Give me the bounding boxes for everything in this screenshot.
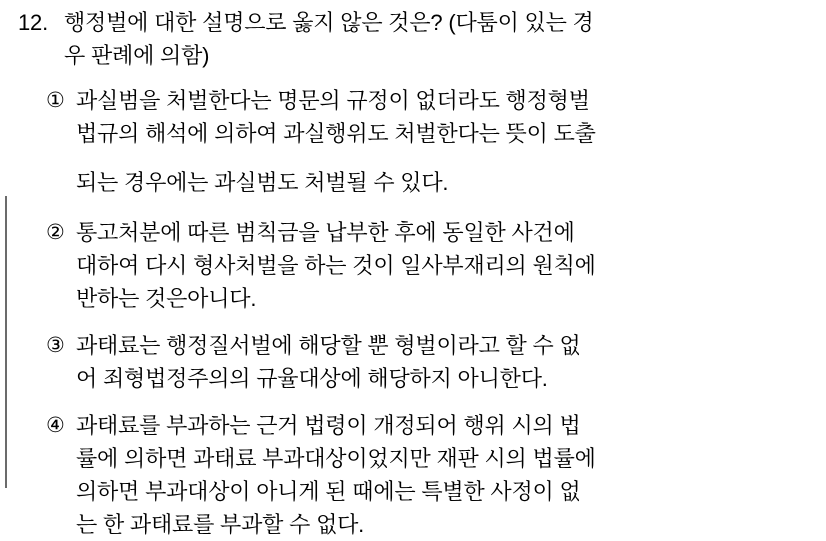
question-block (18, 6, 808, 541)
choice-1-line-3: 되는 경우에는 과실범도 처벌될 수 있다. (76, 170, 449, 195)
choice-text-2 (76, 216, 808, 315)
choice-text-4 (76, 409, 808, 541)
choice-option-1[interactable] (46, 84, 808, 199)
choice-list (46, 84, 808, 541)
choice-3-line-1: 과태료는 행정질서벌에 해당할 뿐 형벌이라고 할 수 없 (76, 333, 581, 358)
choice-text-1 (76, 84, 808, 199)
choice-option-4[interactable] (46, 409, 808, 541)
choice-2-line-1: 통고처분에 따른 범칙금을 납부한 후에 동일한 사건에 (76, 220, 575, 245)
choice-marker-4: ④ (46, 414, 65, 437)
page-margin-rule (5, 196, 7, 488)
question-stem-line-2: 우 판례에 의함) (64, 43, 210, 68)
choice-4-line-3: 의하면 부과대상이 아니게 된 때에는 특별한 사정이 없 (76, 479, 581, 504)
choice-4-line-1: 과태료를 부과하는 근거 법령이 개정되어 행위 시의 법 (76, 413, 581, 438)
choice-2-line-2: 대하여 다시 형사처벌을 하는 것이 일사부재리의 원칙에 (76, 253, 596, 278)
choice-1-line-1: 과실범을 처벌한다는 명문의 규정이 없더라도 행정형벌 (76, 88, 590, 113)
choice-option-3[interactable] (46, 329, 808, 395)
choice-option-2[interactable] (46, 216, 808, 315)
choice-3-line-2: 어 죄형법정주의의 규율대상에 해당하지 아니한다. (76, 366, 548, 391)
choice-marker-3: ③ (46, 334, 65, 357)
question-stem-text (64, 6, 808, 72)
question-number: 12. (18, 10, 48, 35)
choice-4-line-2: 률에 의하면 과태료 부과대상이었지만 재판 시의 법률에 (76, 446, 596, 471)
choice-4-line-4: 는 한 과태료를 부과할 수 없다. (76, 512, 365, 537)
choice-marker-1: ① (46, 89, 65, 112)
choice-marker-2: ② (46, 221, 65, 244)
choice-2-line-3: 반하는 것은아니다. (76, 286, 257, 311)
choice-text-3 (76, 329, 808, 395)
question-stem-line-1: 행정벌에 대한 설명으로 옳지 않은 것은? (다툼이 있는 경 (64, 10, 594, 35)
question-stem (18, 6, 808, 72)
choice-1-line-2: 법규의 해석에 의하여 과실행위도 처벌한다는 뜻이 도출 (76, 121, 596, 146)
